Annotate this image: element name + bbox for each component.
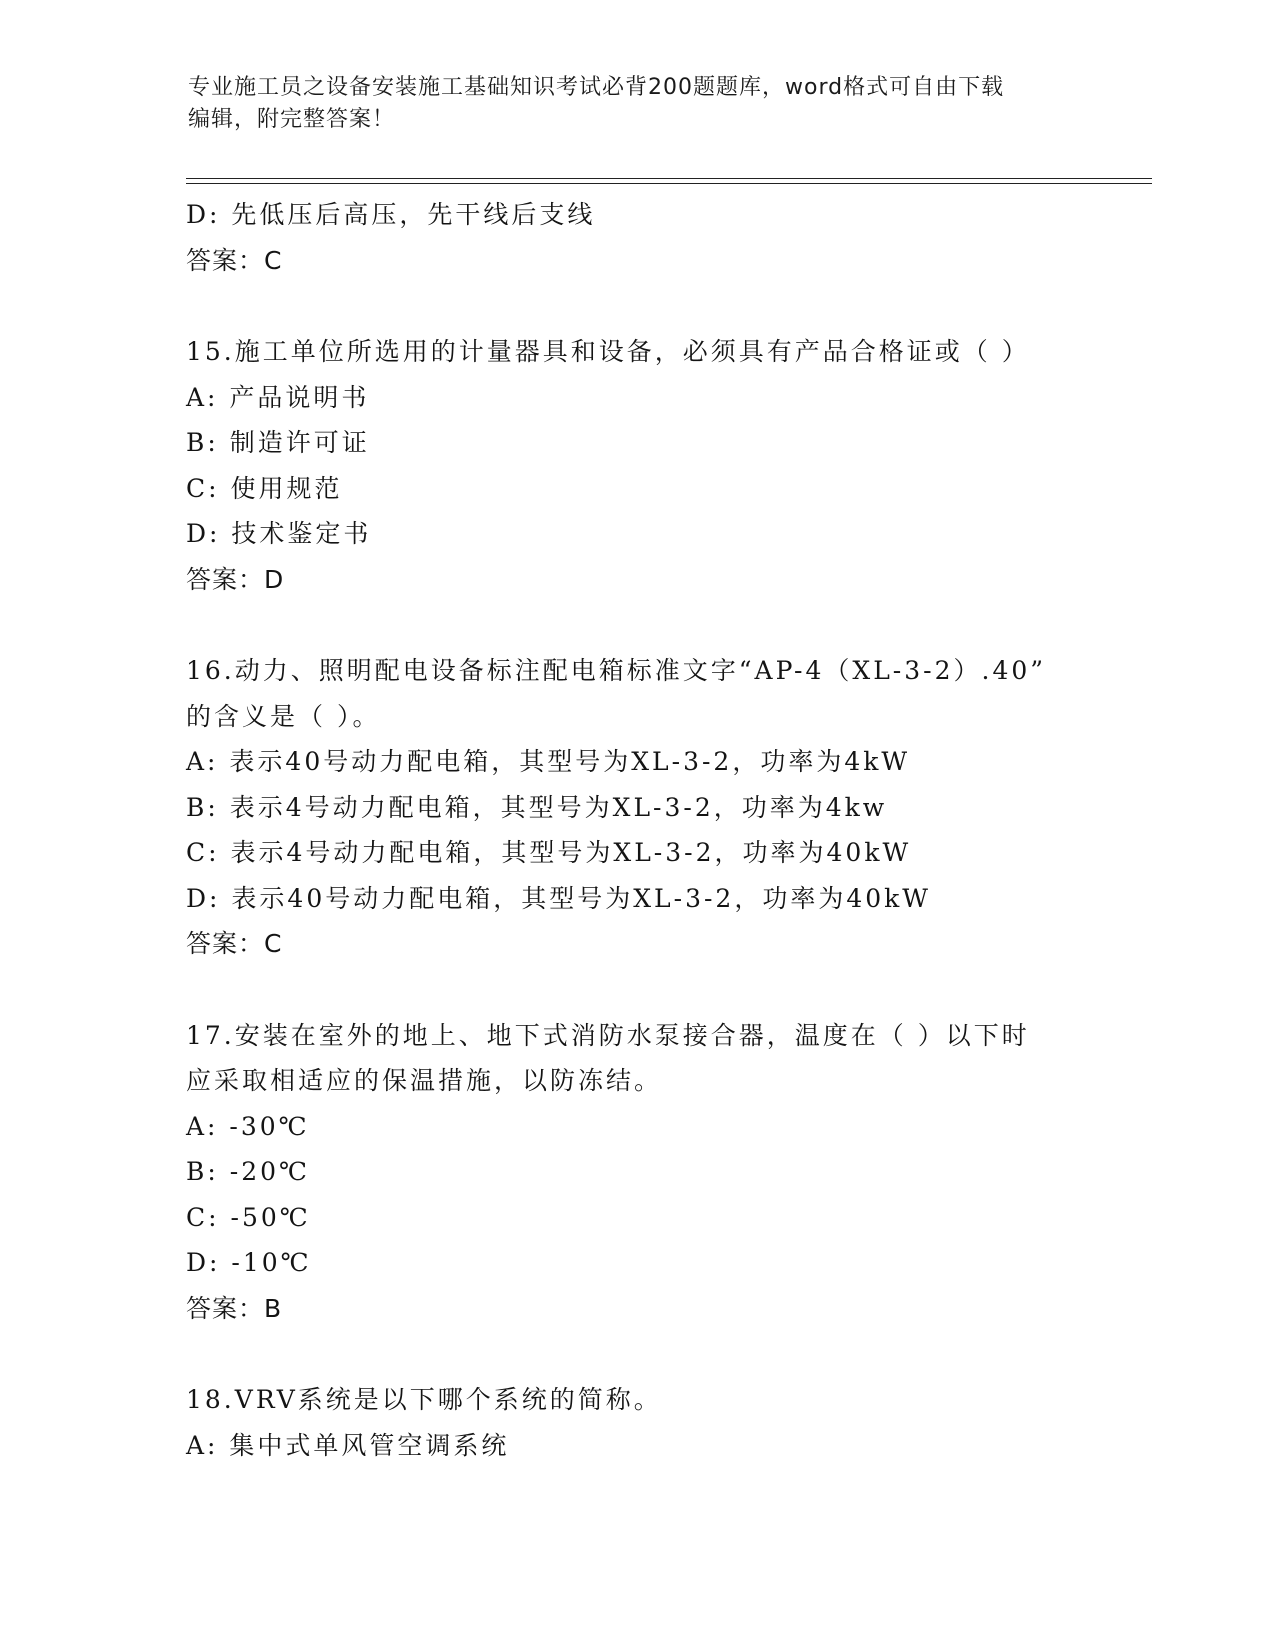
option-b: B: -20℃ <box>186 1157 310 1186</box>
answer-line: 答案：D <box>186 564 285 594</box>
question-stem-continued: 的含义是（ ）。 <box>186 701 381 731</box>
question-stem: 15.施工单位所选用的计量器具和设备，必须具有产品合格证或（ ） <box>186 337 1030 366</box>
answer-line: 答案：C <box>186 245 283 275</box>
spacer <box>186 602 1086 648</box>
option-c: C: -50℃ <box>186 1202 311 1232</box>
question-14-continuation <box>186 192 1086 283</box>
option-a: A: 集中式单风管空调系统 <box>186 1430 510 1460</box>
option-d: D: 技术鉴定书 <box>186 519 372 548</box>
header-divider-top <box>186 178 1152 179</box>
option-c: C: 表示4号动力配电箱，其型号为XL-3-2，功率为40kW <box>186 838 912 867</box>
question-17 <box>186 1013 1086 1332</box>
option-b: B: 制造许可证 <box>186 428 370 457</box>
option-d: D: 先低压后高压，先干线后支线 <box>186 200 596 229</box>
spacer <box>186 1331 1086 1377</box>
option-a: A: 产品说明书 <box>186 382 370 412</box>
question-stem-continued: 应采取相适应的保温措施，以防冻结。 <box>186 1066 663 1095</box>
question-15 <box>186 329 1086 602</box>
option-a: A: -30℃ <box>186 1111 310 1141</box>
option-b: B: 表示4号动力配电箱，其型号为XL-3-2，功率为4kw <box>186 792 888 822</box>
question-list <box>186 192 1086 1468</box>
header-title-line-2: 编辑，附完整答案！ <box>188 107 396 132</box>
answer-line: 答案：C <box>186 929 283 958</box>
option-d: D: 表示40号动力配电箱，其型号为XL-3-2，功率为40kW <box>186 883 931 913</box>
document-header <box>188 72 1068 136</box>
option-a: A: 表示40号动力配电箱，其型号为XL-3-2，功率为4kW <box>186 747 911 776</box>
header-title-line-1: 专业施工员之设备安装施工基础知识考试必背200题题库，word格式可自由下载 <box>188 75 1005 100</box>
option-c: C: 使用规范 <box>186 473 343 503</box>
question-16 <box>186 648 1086 967</box>
question-stem: 16.动力、照明配电设备标注配电箱标准文字“AP-4（XL-3-2）.40” <box>186 656 1047 685</box>
option-d: D: -10℃ <box>186 1248 312 1277</box>
spacer <box>186 967 1086 1013</box>
spacer <box>186 283 1086 329</box>
answer-line: 答案：B <box>186 1293 283 1323</box>
question-stem: 18.VRV系统是以下哪个系统的简称。 <box>186 1385 662 1414</box>
question-18 <box>186 1377 1086 1468</box>
question-stem: 17.安装在室外的地上、地下式消防水泵接合器，温度在（ ）以下时 <box>186 1020 1030 1050</box>
header-divider-bottom <box>186 183 1152 184</box>
